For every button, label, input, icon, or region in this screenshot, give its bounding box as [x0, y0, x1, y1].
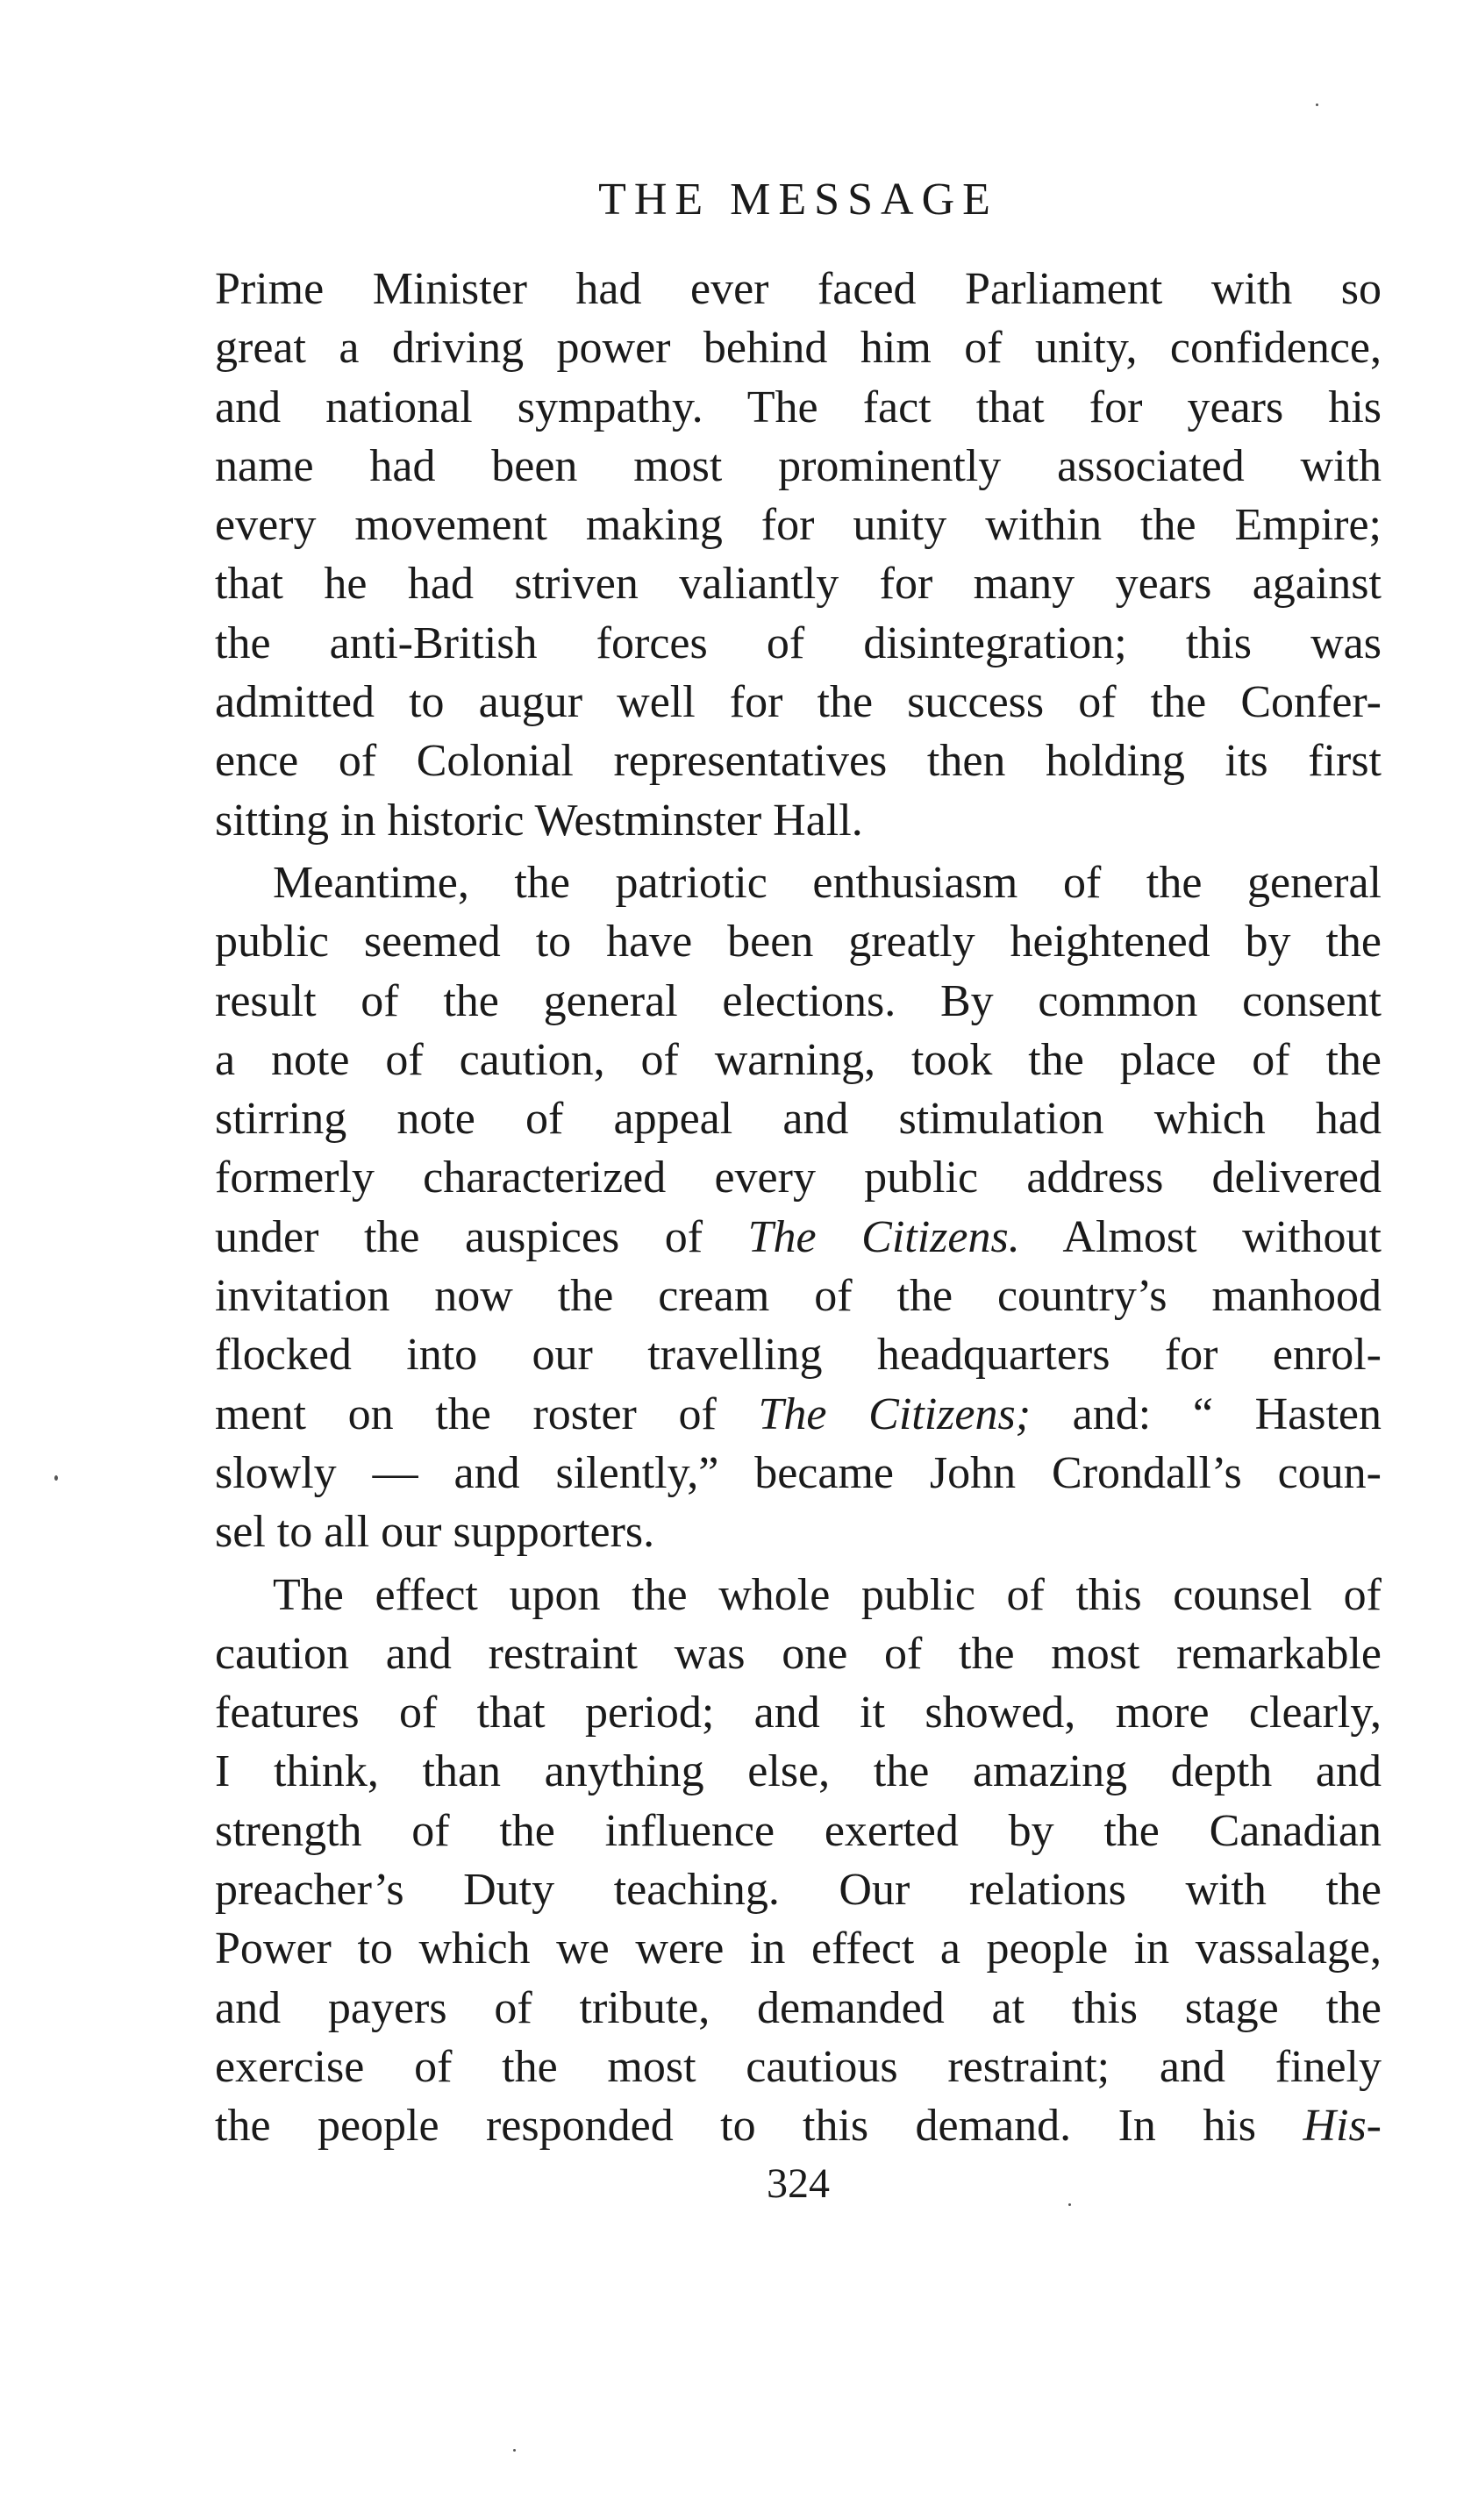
text-line: the anti-British forces of disintegration; this was [215, 618, 1382, 668]
text-line: and payers of tribute, demanded at this stage the [215, 1982, 1382, 2033]
scan-speck [1316, 104, 1318, 106]
scan-speck [54, 1475, 58, 1481]
text-line: great a driving power behind him of unity, confidence, [215, 323, 1382, 374]
scan-speck [1068, 2203, 1071, 2206]
text-line: public seemed to have been greatly heightened by the [215, 917, 1382, 967]
text-line: exercise of the most cautious restraint; and finely [215, 2041, 1382, 2092]
text-line: ment on the roster of The Citizens; and: “ Hasten [215, 1388, 1382, 1439]
text-line: Meantime, the patriotic enthusiasm of the general [273, 857, 1382, 908]
text-line: caution and restraint was one of the most remarkable [215, 1628, 1382, 1679]
text-line: stirring note of appeal and stimulation which had [215, 1094, 1382, 1145]
text-line: strength of the influence exerted by the Canadian [215, 1805, 1382, 1856]
text-line: sitting in historic Westminster Hall. [215, 795, 863, 846]
text-line: invitation now the cream of the country’s manhood [215, 1271, 1382, 1322]
text-line: name had been most prominently associated with [215, 440, 1382, 491]
text-line: ence of Colonial representatives then holding its first [215, 736, 1382, 787]
text-line: and national sympathy. The fact that for years his [215, 382, 1382, 432]
running-head: THE MESSAGE [598, 175, 998, 225]
text-line: features of that period; and it showed, more clearly, [215, 1688, 1382, 1738]
text-line: formerly characterized every public address delivered [215, 1153, 1382, 1203]
text-line: every movement making for unity within the Empire; [215, 500, 1382, 551]
text-line: slowly — and silently,” became John Crondall’s coun- [215, 1447, 1382, 1498]
paragraph-2 [215, 853, 1382, 1566]
text-line: under the auspices of The Citizens. Almost without [215, 1211, 1382, 1262]
text-line: The effect upon the whole public of this counsel of [273, 1569, 1382, 1620]
paragraph-3 [215, 1566, 1382, 2156]
body-text [215, 260, 1382, 2156]
text-line: sel to all our supporters. [215, 1507, 655, 1558]
text-line: flocked into our travelling headquarters for enrol- [215, 1330, 1382, 1381]
text-line: the people responded to this demand. In his His- [215, 2101, 1382, 2152]
scan-speck [513, 2449, 516, 2452]
text-line: Power to which we were in effect a people in vassalage, [215, 1924, 1382, 1974]
page-number: 324 [767, 2160, 830, 2207]
text-line: I think, than anything else, the amazing depth and [215, 1746, 1382, 1797]
paragraph-1 [215, 260, 1382, 853]
text-line: that he had striven valiantly for many years against [215, 559, 1382, 610]
text-line: Prime Minister had ever faced Parliament with so [215, 264, 1382, 314]
text-line: preacher’s Duty teaching. Our relations with the [215, 1865, 1382, 1916]
text-line: a note of caution, of warning, took the place of the [215, 1034, 1382, 1085]
text-line: admitted to augur well for the success of the Confer- [215, 677, 1382, 728]
text-line: result of the general elections. By common consent [215, 975, 1382, 1026]
